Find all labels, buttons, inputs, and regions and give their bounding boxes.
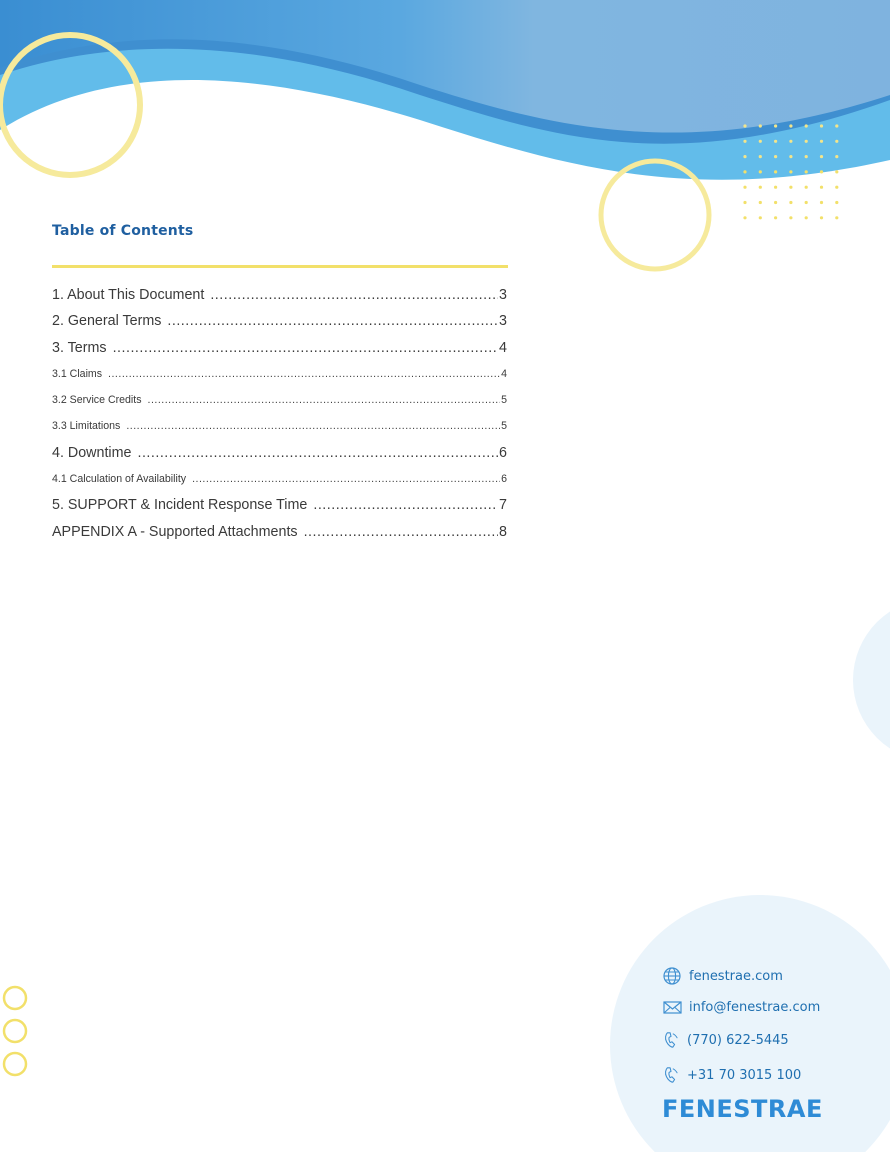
toc-entry[interactable] [52, 287, 507, 313]
toc-entry-page: 6 [501, 473, 507, 486]
grid-dot [820, 140, 823, 143]
contact-phone-nl[interactable] [662, 1065, 801, 1085]
toc-entry-label: 3.1 Claims [52, 367, 103, 380]
grid-dot [805, 140, 808, 143]
toc-entry-page: 5 [501, 394, 507, 407]
toc-leader-dots [113, 340, 498, 356]
grid-dot [774, 124, 777, 127]
grid-dot [789, 201, 792, 204]
toc-entry-page: 7 [499, 497, 507, 514]
toc-entry-page: 3 [499, 287, 507, 303]
grid-dot [805, 186, 808, 189]
grid-dot [820, 170, 823, 173]
toc-leader-dots [126, 420, 500, 432]
grid-dot [759, 201, 762, 204]
grid-dot [820, 216, 823, 219]
toc-entry-page: 6 [499, 444, 507, 461]
phone-icon [662, 1030, 680, 1050]
grid-dot [835, 155, 838, 158]
grid-dot [774, 155, 777, 158]
toc-entry[interactable] [52, 313, 507, 339]
toc-entry-label: 3.2 Service Credits [52, 394, 142, 407]
grid-dot [743, 170, 746, 173]
grid-dot [743, 186, 746, 189]
grid-dot [759, 170, 762, 173]
toc-entry[interactable] [52, 471, 507, 497]
toc-leader-dots [108, 368, 500, 380]
grid-dot [820, 201, 823, 204]
grid-dot [789, 186, 792, 189]
grid-dot [805, 216, 808, 219]
toc-entry-label: 5. SUPPORT & Incident Response Time [52, 497, 308, 514]
grid-dot [743, 140, 746, 143]
grid-dot [789, 155, 792, 158]
toc-entry-label: APPENDIX A - Supported Attachments [52, 523, 298, 540]
grid-dot [774, 186, 777, 189]
toc-entry-page: 5 [501, 420, 507, 433]
grid-dot [789, 140, 792, 143]
toc-title: Table of Contents [52, 223, 194, 239]
grid-dot [774, 201, 777, 204]
grid-dot [820, 124, 823, 127]
grid-dot [774, 170, 777, 173]
toc-entry-label: 4. Downtime [52, 444, 132, 461]
toc-leader-dots [210, 287, 498, 303]
toc-leader-dots [148, 394, 501, 406]
grid-dot [835, 201, 838, 204]
email-text: info@fenestrae.com [689, 999, 821, 1015]
grid-dot [743, 155, 746, 158]
grid-dot [820, 155, 823, 158]
grid-dot [743, 216, 746, 219]
grid-dot [835, 216, 838, 219]
toc-leader-dots [167, 313, 498, 329]
brand-logo: FENESTRAE [662, 1095, 823, 1123]
phone-nl-text: +31 70 3015 100 [687, 1067, 802, 1083]
toc-entry[interactable] [52, 392, 507, 418]
toc-entry[interactable] [52, 418, 507, 444]
toc-entry-page: 3 [499, 313, 507, 330]
grid-dot [820, 186, 823, 189]
toc-leader-dots [192, 473, 500, 485]
toc-entry[interactable] [52, 497, 507, 523]
toc-entry-page: 4 [499, 339, 507, 356]
toc-entry-label: 3. Terms [52, 339, 107, 356]
grid-dot [774, 216, 777, 219]
contact-website[interactable] [662, 966, 783, 986]
toc-entry[interactable] [52, 340, 507, 366]
toc-entry-page: 8 [499, 523, 507, 540]
toc-entry[interactable] [52, 445, 507, 471]
grid-dot [835, 170, 838, 173]
grid-dot [743, 124, 746, 127]
website-text: fenestrae.com [689, 968, 783, 984]
grid-dot [805, 155, 808, 158]
toc-leader-dots [137, 445, 498, 461]
toc-entry-page: 4 [501, 367, 507, 380]
grid-dot [789, 170, 792, 173]
globe-icon [662, 966, 682, 986]
toc-leader-dots [304, 524, 498, 540]
phone-us-text: (770) 622-5445 [687, 1032, 789, 1048]
toc-leader-dots [313, 497, 498, 513]
toc-entry[interactable] [52, 524, 507, 550]
grid-dot [759, 155, 762, 158]
grid-dot [835, 186, 838, 189]
toc-divider [52, 265, 508, 268]
toc-entry-label: 1. About This Document [52, 287, 205, 303]
envelope-icon [662, 997, 682, 1017]
grid-dot [759, 216, 762, 219]
grid-dot [789, 216, 792, 219]
toc-entry-label: 2. General Terms [52, 313, 162, 330]
grid-dot [743, 201, 746, 204]
grid-dot [789, 124, 792, 127]
grid-dot [759, 140, 762, 143]
grid-dot [759, 186, 762, 189]
grid-dot [805, 124, 808, 127]
grid-dot [774, 140, 777, 143]
grid-dot [805, 201, 808, 204]
contact-phone-us[interactable] [662, 1030, 789, 1050]
grid-dot [835, 124, 838, 127]
contact-email[interactable] [662, 997, 820, 1017]
grid-dot [759, 124, 762, 127]
toc-entry[interactable] [52, 366, 507, 392]
grid-dot [835, 140, 838, 143]
phone-icon [662, 1065, 680, 1085]
table-of-contents [52, 287, 507, 550]
toc-entry-label: 4.1 Calculation of Availability [52, 473, 187, 486]
grid-dot [805, 170, 808, 173]
toc-entry-label: 3.3 Limitations [52, 420, 121, 433]
